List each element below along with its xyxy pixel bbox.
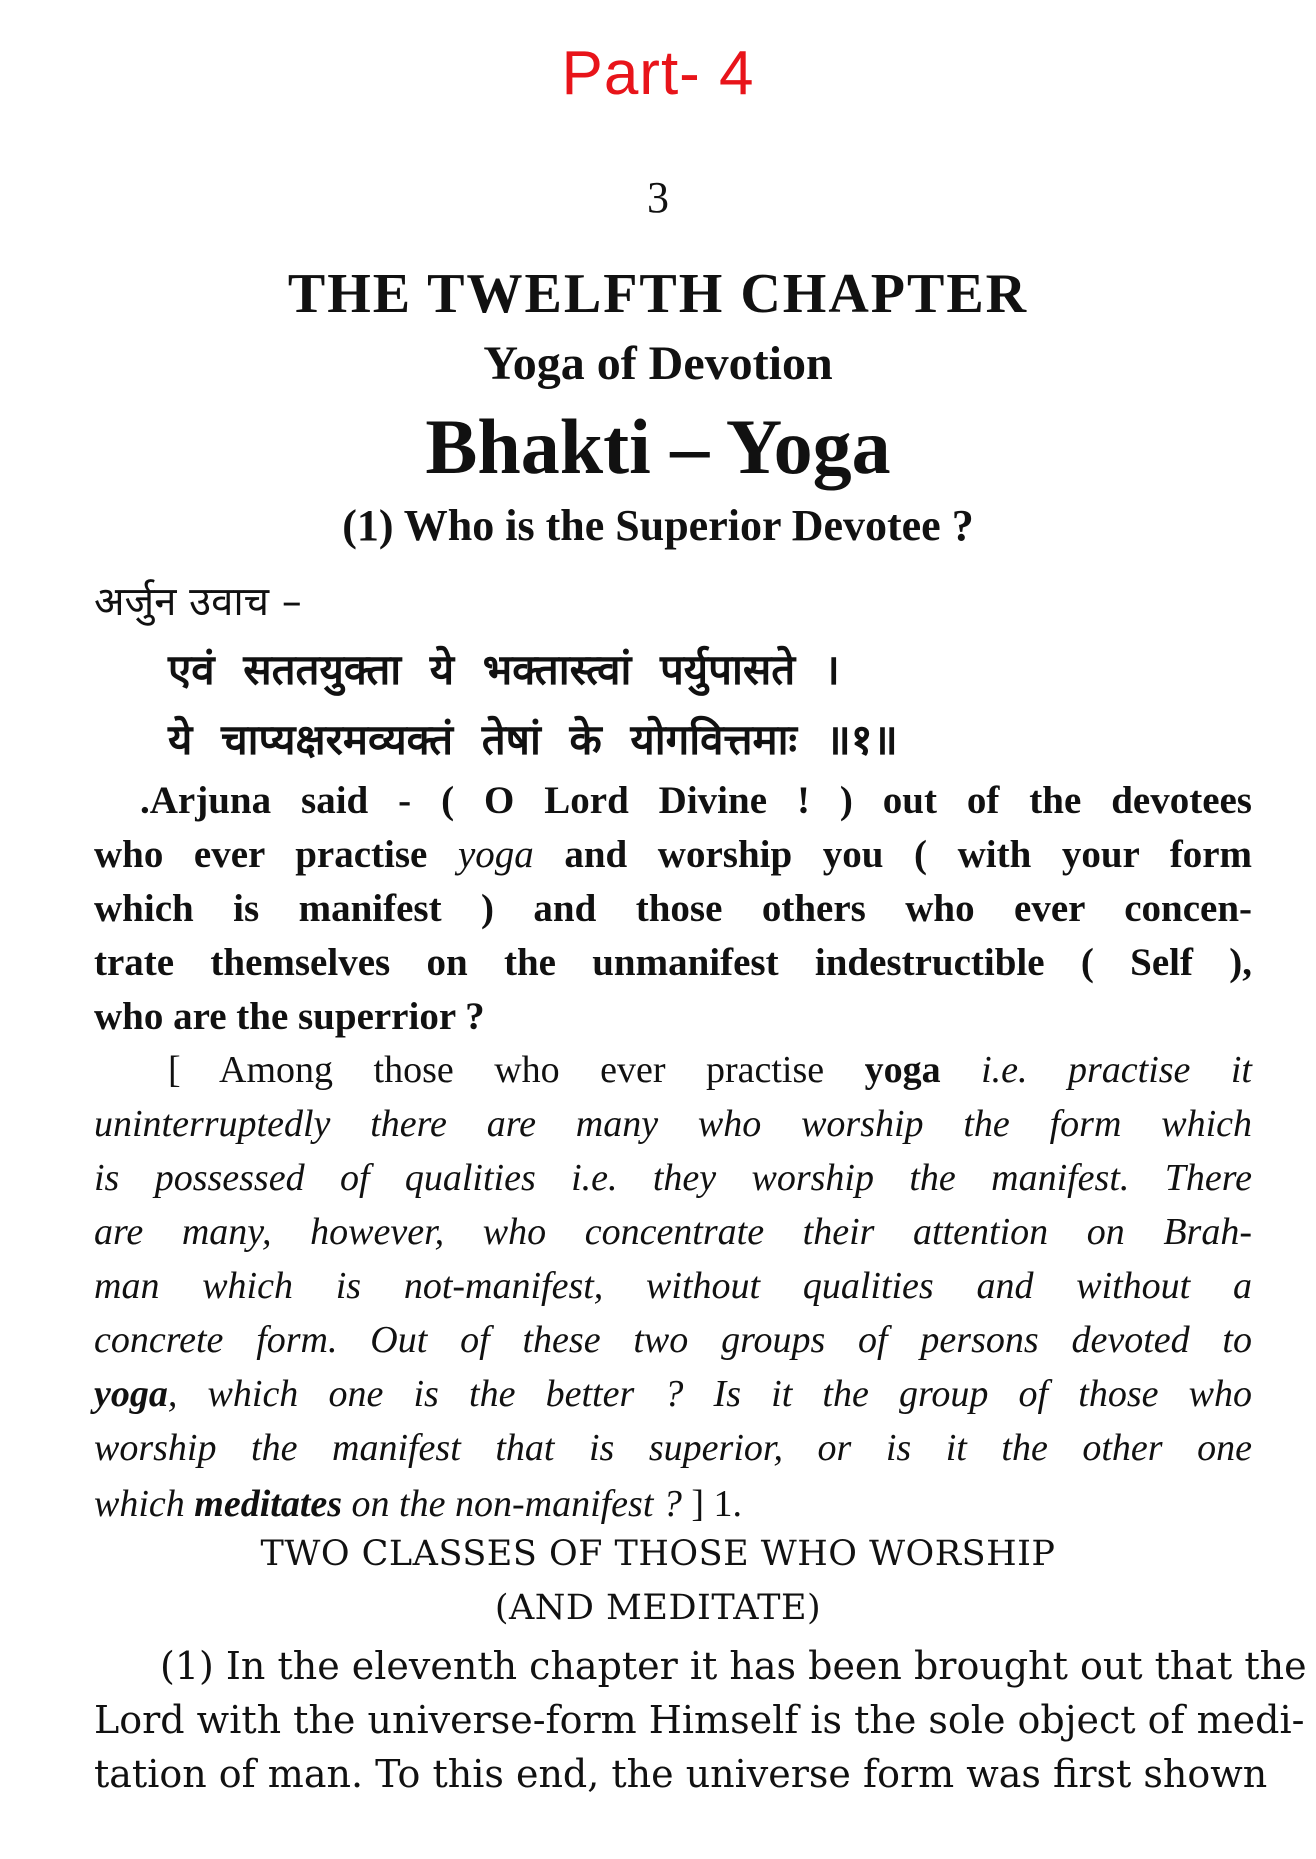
translation-line-2: who ever practise yoga and worship you ( with your form — [94, 833, 1253, 876]
subheading-line-2: (AND MEDITATE) — [494, 1588, 822, 1628]
body-line-3: tation of man. To this end, the universe form was first shown — [94, 1752, 1268, 1796]
body-line-2: Lord with the universe-form Himself is the sole object of medi- — [94, 1698, 1305, 1742]
part-label: Part- 4 — [561, 39, 755, 108]
translation-line-3: which is manifest ) and those others who ever concen- — [94, 887, 1252, 930]
sanskrit-verse-line-1: एवं सततयुक्ता ये भक्तास्त्वां पर्युपासते । — [168, 645, 840, 694]
chapter-subtitle: Yoga of Devotion — [483, 337, 833, 390]
translation-line-1: .Arjuna said - ( O Lord Divine ! ) out of the devotees — [140, 779, 1252, 822]
commentary-line-1: [ Among those who ever practise yoga i.e. practise it — [168, 1049, 1252, 1091]
body-line-1: (1) In the eleventh chapter it has been brought out that the — [160, 1644, 1307, 1688]
section-title: (1) Who is the Superior Devotee ? — [342, 501, 974, 550]
commentary-line-8: worship the manifest that is superior, or is it the other one — [94, 1427, 1252, 1469]
commentary-line-3: is possessed of qualities i.e. they worship the manifest. There — [94, 1157, 1252, 1199]
commentary-line-7: yoga, which one is the better ? Is it the group of those who — [94, 1373, 1252, 1415]
subheading-line-1: TWO CLASSES OF THOSE WHO WORSHIP — [260, 1534, 1056, 1574]
translation-line-4: trate themselves on the unmanifest indestructible ( Self ), — [94, 941, 1252, 984]
commentary-line-6: concrete form. Out of these two groups of persons devoted to — [94, 1319, 1252, 1361]
commentary-line-4: are many, however, who concentrate their attention on Brah- — [94, 1211, 1252, 1253]
translation-line-5: who are the superrior ? — [94, 995, 485, 1038]
verse-speaker: अर्जुन उवाच – — [94, 579, 302, 625]
sanskrit-verse-line-2: ये चाप्यक्षरमव्यक्तं तेषां के योगवित्तमाः ॥१॥ — [168, 715, 898, 764]
commentary-line-5: man which is not-manifest, without qualities and without a — [94, 1265, 1252, 1307]
main-title: Bhakti – Yoga — [425, 403, 891, 490]
page-number: 3 — [647, 173, 669, 222]
commentary-line-9: which meditates on the non-manifest ? ] 1. — [94, 1483, 743, 1525]
commentary-line-2: uninterruptedly there are many who worship the form which — [94, 1103, 1252, 1145]
chapter-title: THE TWELFTH CHAPTER — [287, 263, 1029, 325]
